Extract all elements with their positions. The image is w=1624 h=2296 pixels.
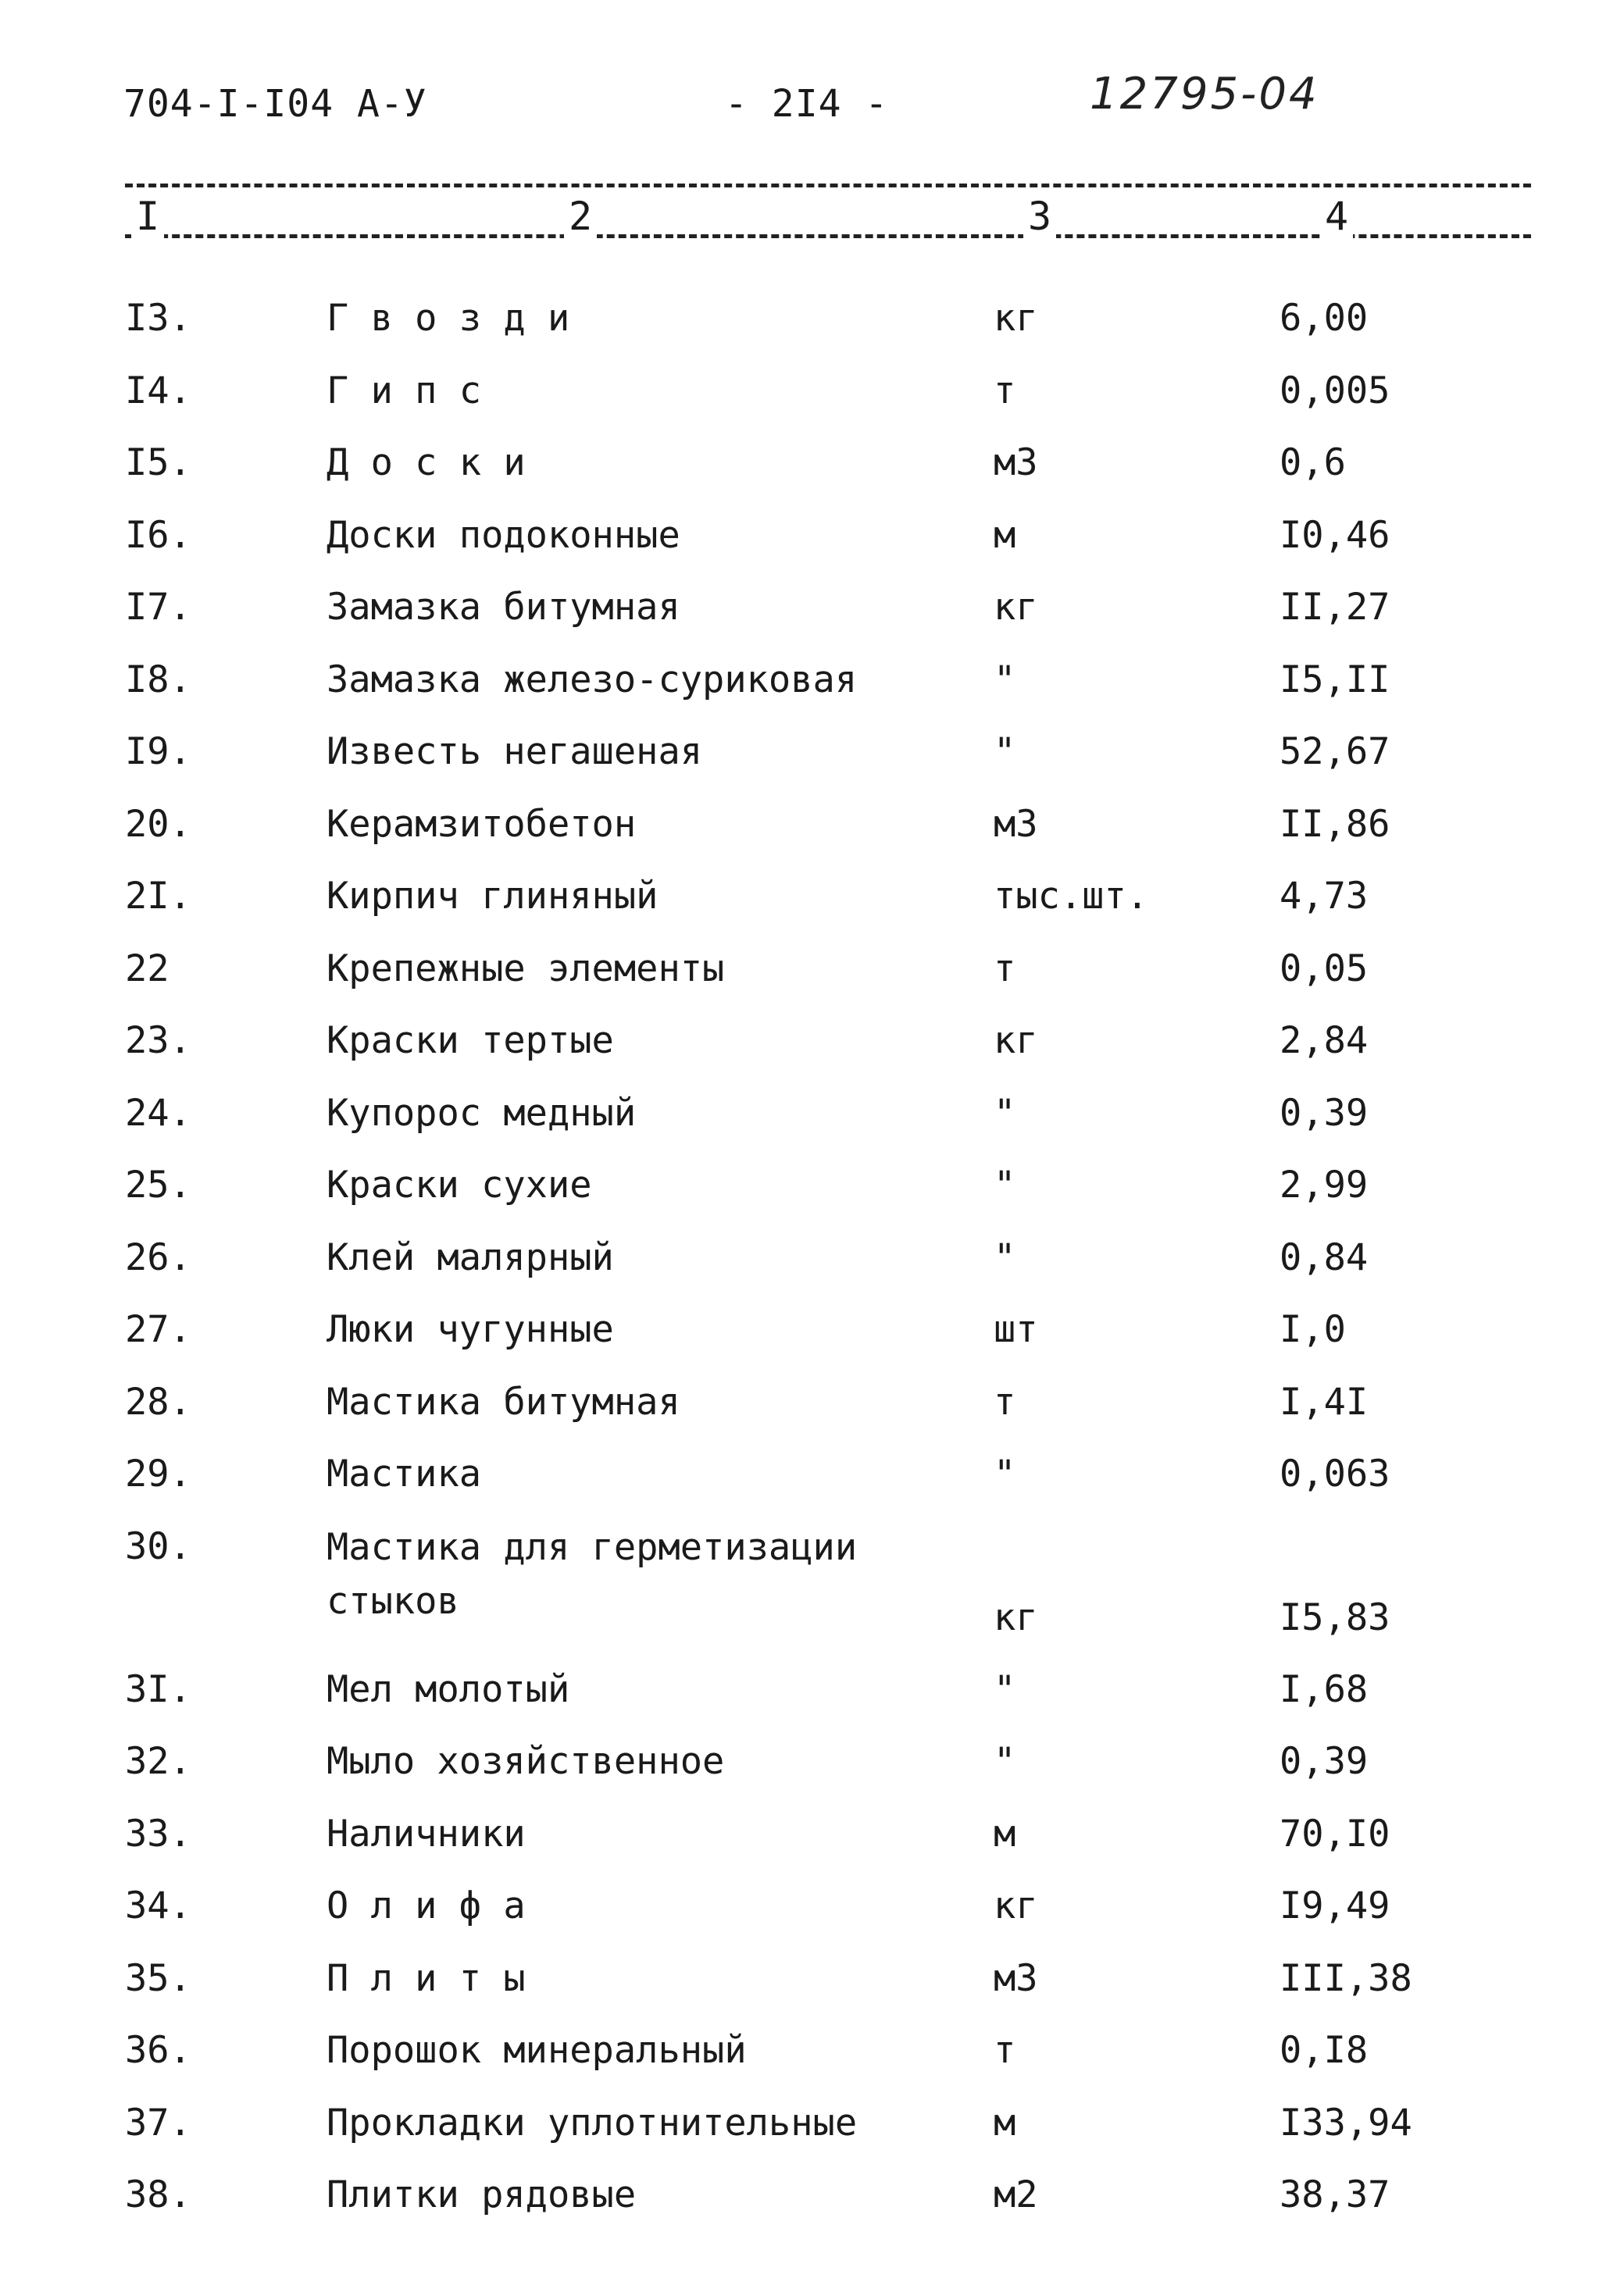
- material-name: Краски сухие: [327, 1164, 592, 1207]
- column-header-2: 2: [564, 194, 597, 239]
- quantity: 38,37: [1280, 2173, 1390, 2216]
- unit: кг: [994, 297, 1038, 340]
- material-name: Керамзитобетон: [327, 802, 637, 846]
- quantity: II,27: [1280, 586, 1390, 629]
- table-row: [0, 586, 1624, 658]
- material-name: Мыло хозяйственное: [327, 1740, 725, 1783]
- table-row: [0, 947, 1624, 1020]
- table-row: [0, 1453, 1624, 1525]
- material-name: Краски тертые: [327, 1019, 614, 1062]
- unit: ": [994, 658, 1016, 701]
- material-name: Клей малярный: [327, 1235, 614, 1279]
- row-number: 37.: [125, 2101, 191, 2144]
- row-number: 33.: [125, 1812, 191, 1856]
- unit: м3: [994, 441, 1038, 484]
- material-name: Мел молотый: [327, 1667, 570, 1711]
- table-row: [0, 1092, 1624, 1164]
- quantity: II,86: [1280, 802, 1390, 846]
- row-number: I5.: [125, 441, 191, 484]
- material-name: О л и ф а: [327, 1884, 526, 1927]
- unit: ": [994, 1740, 1016, 1783]
- unit: м: [994, 1812, 1016, 1856]
- quantity: 0,I8: [1280, 2029, 1369, 2072]
- material-name: Кирпич глиняный: [327, 875, 659, 918]
- quantity: I,68: [1280, 1667, 1369, 1711]
- unit: ": [994, 730, 1016, 773]
- table-row: [0, 297, 1624, 369]
- quantity: I5,II: [1280, 658, 1390, 701]
- row-number: 27.: [125, 1308, 191, 1351]
- table-row: [0, 1957, 1624, 2030]
- quantity: 70,I0: [1280, 1812, 1390, 1856]
- row-number: I6.: [125, 513, 191, 557]
- table-row: [0, 1164, 1624, 1236]
- material-name-line-1: Мастика для герметизации: [327, 1525, 858, 1569]
- quantity: I,4I: [1280, 1380, 1369, 1424]
- table-row: [0, 2102, 1624, 2174]
- material-name: Плитки рядовые: [327, 2173, 637, 2216]
- material-name: Порошок минеральный: [327, 2029, 747, 2072]
- unit: т: [994, 947, 1016, 990]
- table-row: [0, 1019, 1624, 1092]
- table-row: [0, 441, 1624, 514]
- unit: кг: [994, 586, 1038, 629]
- table-row: [0, 1308, 1624, 1381]
- quantity: I5,83: [1280, 1595, 1390, 1639]
- row-number: I7.: [125, 586, 191, 629]
- material-name: Д о с к и: [327, 441, 526, 484]
- row-number: 24.: [125, 1091, 191, 1135]
- row-number: 23.: [125, 1019, 191, 1062]
- row-number: 34.: [125, 1884, 191, 1927]
- table-row: [0, 2173, 1624, 2246]
- row-number: I9.: [125, 730, 191, 773]
- row-number: 28.: [125, 1380, 191, 1424]
- table-row: [0, 875, 1624, 947]
- table-row: [0, 730, 1624, 803]
- table-row: [0, 1884, 1624, 1957]
- unit: ": [994, 1453, 1016, 1496]
- table-row: [0, 1813, 1624, 1885]
- quantity: 0,6: [1280, 441, 1346, 484]
- table-row: [0, 1740, 1624, 1813]
- material-name: Доски подоконные: [327, 513, 680, 557]
- material-name: Замазка битумная: [327, 586, 680, 629]
- material-name: Купорос медный: [327, 1091, 637, 1135]
- unit: ": [994, 1235, 1016, 1279]
- quantity: 0,39: [1280, 1740, 1369, 1783]
- row-number: 25.: [125, 1164, 191, 1207]
- column-header-3: 3: [1023, 194, 1056, 239]
- table-row: [0, 2029, 1624, 2102]
- unit: т: [994, 2029, 1016, 2072]
- material-name: Мастика: [327, 1453, 482, 1496]
- material-name: Г и п с: [327, 369, 482, 412]
- column-header-4: 4: [1320, 194, 1353, 239]
- row-number: I8.: [125, 658, 191, 701]
- table-row: [0, 1668, 1624, 1741]
- unit: ": [994, 1164, 1016, 1207]
- unit: м: [994, 513, 1016, 557]
- unit: ": [994, 1667, 1016, 1711]
- page-number: - 2I4 -: [725, 82, 889, 126]
- quantity: III,38: [1280, 1956, 1412, 2000]
- material-name: [327, 1525, 857, 1633]
- row-number: 26.: [125, 1235, 191, 1279]
- quantity: I,0: [1280, 1308, 1346, 1351]
- unit: шт: [994, 1308, 1038, 1351]
- unit: кг: [994, 1884, 1038, 1927]
- table-row: [0, 1525, 1624, 1668]
- quantity: 4,73: [1280, 875, 1369, 918]
- row-number: 20.: [125, 802, 191, 846]
- unit: м3: [994, 802, 1038, 846]
- table-row: [0, 658, 1624, 731]
- row-number: 36.: [125, 2029, 191, 2072]
- unit: т: [994, 1380, 1016, 1424]
- row-number: I4.: [125, 369, 191, 412]
- material-name: Прокладки уплотнительные: [327, 2101, 858, 2144]
- row-number: 3I.: [125, 1667, 191, 1711]
- unit: м: [994, 2101, 1016, 2144]
- material-name-line-2: стыков: [327, 1579, 459, 1623]
- material-name: П л и т ы: [327, 1956, 526, 2000]
- table-row: [0, 1381, 1624, 1453]
- unit: м2: [994, 2173, 1038, 2216]
- table-row: [0, 514, 1624, 586]
- row-number: 30.: [125, 1524, 191, 1568]
- table-row: [0, 803, 1624, 875]
- handwritten-number: 12795-04: [1090, 69, 1319, 119]
- unit: тыс.шт.: [994, 875, 1149, 918]
- material-name: Наличники: [327, 1812, 526, 1856]
- quantity: 2,99: [1280, 1164, 1369, 1207]
- quantity: I33,94: [1280, 2101, 1412, 2144]
- row-number: 38.: [125, 2173, 191, 2216]
- quantity: 0,05: [1280, 947, 1369, 990]
- unit: т: [994, 369, 1016, 412]
- quantity: 0,39: [1280, 1091, 1369, 1135]
- quantity: I9,49: [1280, 1884, 1390, 1927]
- row-number: 2I.: [125, 875, 191, 918]
- material-name: Мастика битумная: [327, 1380, 680, 1424]
- material-name: Крепежные элементы: [327, 947, 725, 990]
- material-name: Г в о з д и: [327, 297, 570, 340]
- row-number: 32.: [125, 1740, 191, 1783]
- unit: ": [994, 1091, 1016, 1135]
- unit: м3: [994, 1956, 1038, 2000]
- quantity: 0,063: [1280, 1453, 1390, 1496]
- row-number: 35.: [125, 1956, 191, 2000]
- table-row: [0, 1236, 1624, 1309]
- material-name: Замазка железо-суриковая: [327, 658, 858, 701]
- table-row: [0, 369, 1624, 442]
- unit: кг: [994, 1595, 1038, 1639]
- quantity: 2,84: [1280, 1019, 1369, 1062]
- materials-table: [0, 297, 1624, 2246]
- quantity: 6,00: [1280, 297, 1369, 340]
- quantity: I0,46: [1280, 513, 1390, 557]
- row-number: I3.: [125, 297, 191, 340]
- material-name: Известь негашеная: [327, 730, 703, 773]
- material-name: Люки чугунные: [327, 1308, 614, 1351]
- unit: кг: [994, 1019, 1038, 1062]
- quantity: 52,67: [1280, 730, 1390, 773]
- quantity: 0,84: [1280, 1235, 1369, 1279]
- row-number: 29.: [125, 1453, 191, 1496]
- column-header-1: I: [131, 194, 164, 239]
- document-code: 704-I-I04 А-У: [123, 82, 427, 126]
- table-header-rule-top: [125, 184, 1531, 187]
- quantity: 0,005: [1280, 369, 1390, 412]
- row-number: 22: [125, 947, 170, 990]
